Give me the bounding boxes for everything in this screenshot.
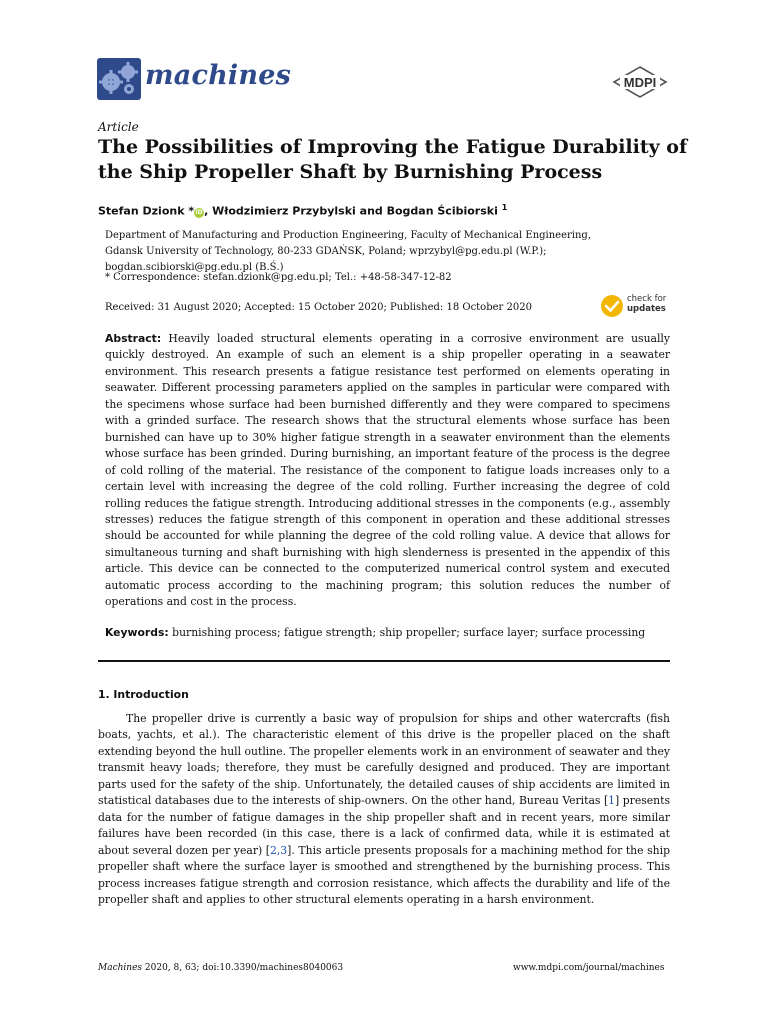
intro-text: ] presents data for the number of fatigue damages in the ship propeller shaft and in recent years, more similar failures have been recorded (in this case, there is a lack of confirmed data, while it is estimated at about several dozen per year) [ [98, 794, 670, 857]
mdpi-logo[interactable] [612, 66, 668, 98]
intro-text: The propeller drive is currently a basic way of propulsion for ships and other watercrafts (fish boats, yachts, et al.). The characteristic element of this drive is the propeller placed on the shaft extending beyond the hull outline. The propeller elements work in an environment of seawater and they transmit heavy loads; therefore, they must be carefully designed and produced. They are important parts used for the safety of the ship. Unfortunately, the detailed causes of ship accidents are limited in statistical databases due to the interests of ship-owners. On the other hand, Bureau Veritas [ [98, 712, 670, 808]
footer-doi[interactable]: 2020, 8, 63; doi:10.3390/machines8040063 [142, 963, 344, 973]
keywords-label: Keywords: [105, 626, 169, 639]
author-separator: and [355, 204, 387, 218]
author-name[interactable]: Stefan Dzionk * [98, 204, 195, 218]
footer-citation [98, 963, 343, 973]
correspondence: * Correspondence: stefan.dzionk@pg.edu.pl; Tel.: +48-58-347-12-82 [105, 272, 452, 283]
author-name[interactable]: Bogdan Ścibiorski [386, 204, 498, 218]
author-separator: , [204, 204, 213, 218]
section-heading: 1. Introduction [98, 688, 189, 701]
article-type: Article [98, 120, 139, 134]
check-updates-icon [600, 294, 624, 318]
footer-journal: Machines [98, 963, 143, 973]
intro-text: ]. This article presents proposals for a machining method for the ship propeller shaft where the surface layer is smoothed and strengthened by the burnishing process. This process increases fatigue strength and corrosion resistance, which affects the durability and life of the propeller shaft and applies to other structural elements operating in a harsh environment. [98, 843, 670, 906]
publication-dates: Received: 31 August 2020; Accepted: 15 October 2020; Published: 18 October 2020 [105, 302, 532, 313]
footer-url[interactable]: www.mdpi.com/journal/machines [513, 963, 665, 973]
abstract-label: Abstract: [105, 332, 162, 345]
abstract-text: Heavily loaded structural elements operating in a corrosive environment are usually quickly destroyed. An example of such an element is a ship propeller operating in a seawater environment. This research presents a fatigue resistance test performed on elements operating in seawater. Different processing parameters applied on the samples in particular were compared with the specimens whose surface had been burnished differently and they were compared to specimens with a grinded surface. The research shows that the structural elements whose surface has been burnished can have up to 30% higher fatigue strength in a seawater environment than the elements whose surface has been grinded. During burnishing, an important feature of the process is the degree of cold rolling of the material. The resistance of the component to fatigue loads increases only to a certain level with increasing the degree of the cold rolling. Further increasing the degree of cold rolling reduces the fatigue strength. Introducing additional stresses in the components (e.g., assembly stresses) reduces the fatigue strength of this component in operation and these additional stresses should be accounted for while planning the degree of the cold rolling value. A device that allows for simultaneous turning and shaft burnishing with high slenderness is presented in the appendix of this article. This device can be connected to the computerized numerical control system and executed automatic process according to the machining program; this solution reduces the number of operations and cost in the process. [105, 332, 670, 609]
check-for-updates-badge[interactable] [600, 292, 672, 318]
keywords-text: burnishing process; fatigue strength; ship propeller; surface layer; surface processing [172, 626, 646, 639]
check-updates-line1: check for [627, 294, 667, 304]
introduction-paragraph [98, 711, 670, 908]
orcid-icon[interactable]: iD [195, 208, 203, 216]
keywords [105, 625, 670, 641]
journal-logo[interactable] [97, 58, 291, 100]
affiliation-line: bogdan.scibiorski@pg.edu.pl (B.Ś.) [105, 262, 284, 273]
author-name[interactable]: Włodzimierz Przybylski [212, 204, 356, 218]
citation-link[interactable]: 1 [608, 794, 616, 808]
svg-text:MDPI: MDPI [623, 75, 657, 90]
gears-icon [97, 58, 141, 100]
affiliation-line: Gdansk University of Technology, 80-233 GDAŃSK, Poland; wprzybyl@pg.edu.pl (W.P.); [105, 246, 547, 257]
section-divider [98, 660, 670, 662]
citation-link[interactable]: 2,3 [270, 843, 288, 857]
check-updates-line2: updates [627, 304, 666, 314]
journal-name: machines [145, 60, 291, 91]
article-title: The Possibilities of Improving the Fatigue Durability of the Ship Propeller Shaft by Burnishing Process [98, 136, 688, 183]
abstract [105, 331, 670, 611]
author-list [98, 203, 698, 218]
affiliation-marker: 1 [501, 203, 508, 212]
affiliation-line: Department of Manufacturing and Production Engineering, Faculty of Mechanical Engineering, [105, 230, 592, 241]
